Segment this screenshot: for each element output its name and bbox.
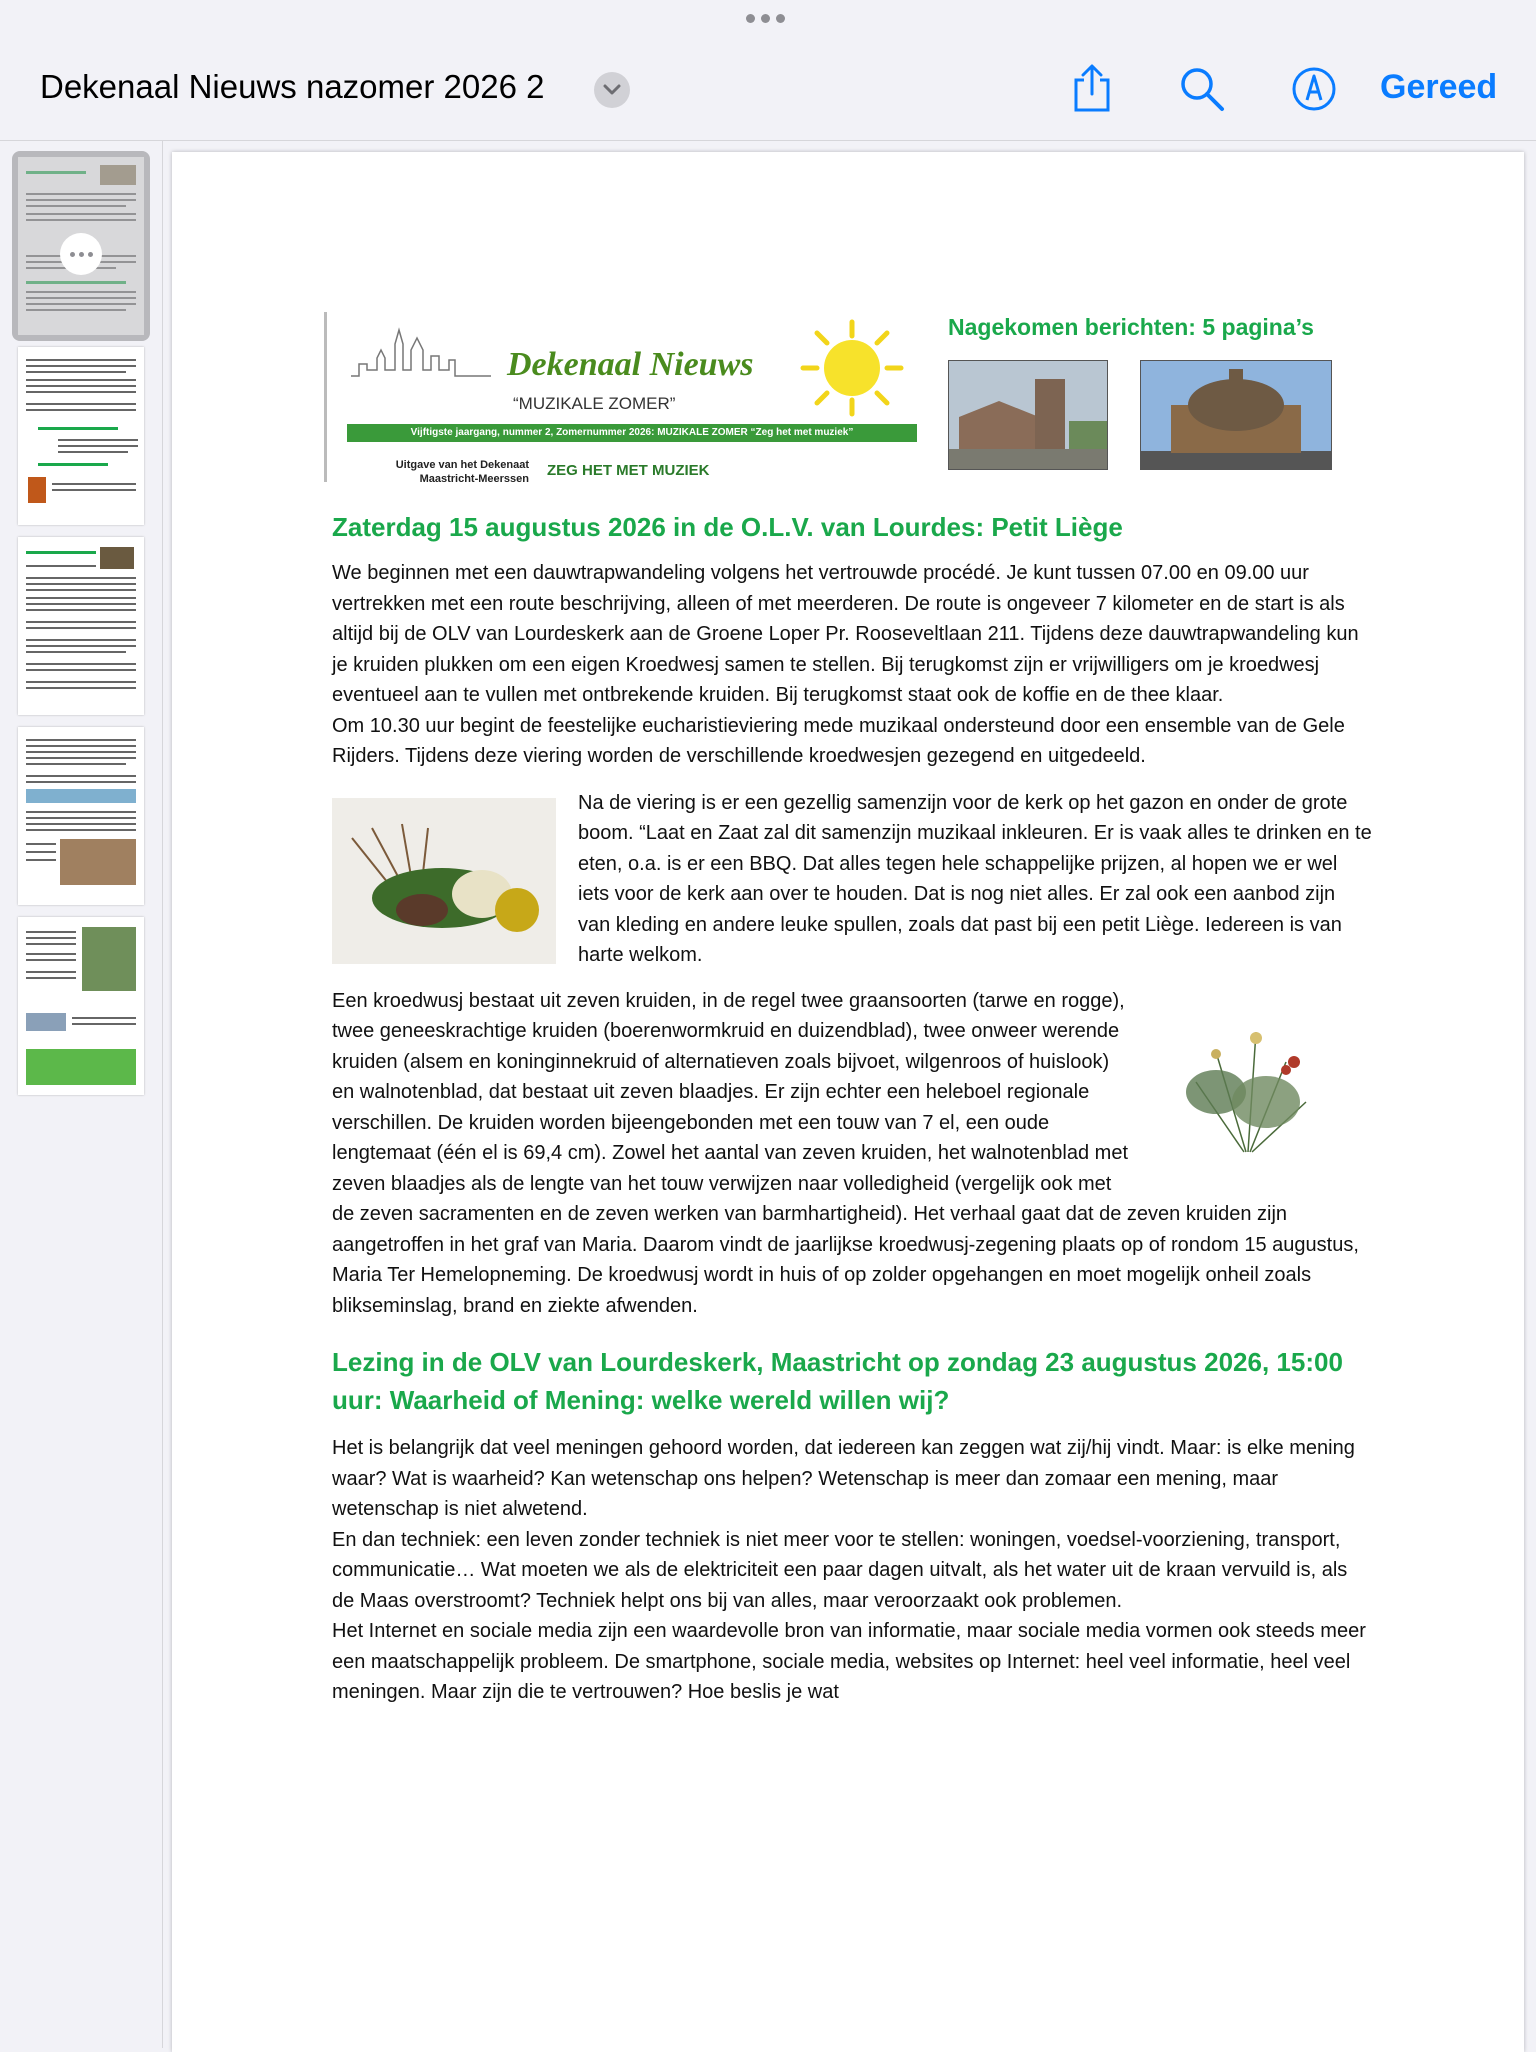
share-icon[interactable] (1068, 64, 1116, 114)
chevron-down-icon[interactable] (594, 72, 630, 108)
masthead-info-bar: Vijftigste jaargang, nummer 2, Zomernummer 2026: MUZIKALE ZOMER “Zeg het met muziek” (347, 424, 917, 442)
article-heading: Lezing in de OLV van Lourdeskerk, Maastricht op zondag 23 augustus 2026, 15:00 uur: Waarheid of Mening: welke wereld willen wij? (332, 1347, 1343, 1415)
masthead-pages-notice: Nagekomen berichten: 5 pagina’s (948, 314, 1314, 340)
markup-icon[interactable] (1290, 64, 1338, 114)
toolbar (0, 0, 1536, 141)
skyline-logo-icon (351, 320, 491, 380)
paragraph: Het Internet en sociale media zijn een waardevolle bron van informatie, maar sociale media vormen ook steeds meer een maatschappelijk probleem. De smartphone, sociale media, websites op Internet: heel veel informatie, heel veel meningen. Maar zijn die te vertrouwen? Hoe beslis je wat (332, 1620, 1366, 1703)
paragraph: Het is belangrijk dat veel meningen gehoord worden, dat iedereen kan zeggen wat zij/hij vindt. Maar: is elke mening waar? Wat is waarheid? Kan wetenschap ons helpen? Wetenschap is meer dan zomaar een mening, maar wetenschap is niet alwetend. (332, 1437, 1355, 1520)
page-thumbnail-3[interactable] (18, 537, 144, 715)
page-thumbnail-1[interactable] (12, 151, 150, 341)
church-photo-1 (948, 360, 1108, 470)
sun-icon (797, 318, 907, 418)
newsletter-masthead (324, 312, 1334, 485)
more-icon[interactable] (746, 14, 785, 23)
paragraph: Na de viering is er een gezellig samenzijn voor de kerk op het gazon en onder de grote boom. “Laat en Zaat zal dit samenzijn muzikaal inkleuren. Er is vaak alles te drinken en te eten, o.a. is er een BBQ. Dat alles tegen hele schappelijke prijzen, al hopen we er wel iets voor de kerk aan over te houden. Dat is nog niet alles. Er zal ook een aanbod zijn van kleding en andere leuke spullen, zoals dat past bij een petit Liège. Iedereen is van harte welkom. (578, 791, 1372, 966)
masthead-title: Dekenaal Nieuws (507, 346, 754, 383)
page-thumbnail-5[interactable] (18, 917, 144, 1095)
page-thumbnail-sidebar (0, 141, 163, 2048)
article-heading: Zaterdag 15 augustus 2026 in de O.L.V. van Lourdes: Petit Liège (332, 512, 1123, 542)
done-button[interactable]: Gereed (1380, 68, 1498, 106)
search-icon[interactable] (1178, 64, 1226, 114)
herb-illustration (1156, 992, 1338, 1162)
herb-bouquet-photo (332, 798, 556, 964)
masthead-publisher: Uitgave van het Dekenaat Maastricht-Meerssen (395, 459, 529, 485)
document-content (332, 508, 1372, 1708)
masthead-subtitle: “MUZIKALE ZOMER” (513, 394, 676, 413)
masthead-banner (324, 312, 927, 485)
church-photo-2 (1140, 360, 1332, 470)
page-thumbnail-4[interactable] (18, 727, 144, 905)
paragraph: We beginnen met een dauwtrapwandeling volgens het vertrouwde procédé. Je kunt tussen 07.00 en 09.00 uur vertrekken met een route beschrijving, alleen of met meerderen. De route is ongeveer 7 kilometer en de start is als altijd bij de OLV van Lourdeskerk aan de Groene Loper Pr. Rooseveltlaan 211. Tijdens deze dauwtrapwandeling kun je kruiden plukken om een eigen Kroedwesj samen te stellen. Bij terugkomst zijn er vrijwilligers om je kroedwesj eventueel aan te vullen met ontbrekende kruiden. Bij terugkomst staat ook de koffie en de thee klaar. (332, 562, 1359, 706)
masthead-slogan: ZEG HET MET MUZIEK (547, 462, 710, 479)
more-icon[interactable] (60, 233, 102, 275)
page-thumbnail-2[interactable] (18, 347, 144, 525)
paragraph: Om 10.30 uur begint de feestelijke eucharistieviering mede muzikaal ondersteund door een ensemble van de Gele Rijders. Tijdens deze viering worden de verschillende kroedwesjen gezegend en uitgedeeld. (332, 714, 1345, 767)
document-title[interactable]: Dekenaal Nieuws nazomer 2026 2 (40, 68, 545, 105)
paragraph: En dan techniek: een leven zonder techniek is niet meer voor te stellen: woningen, voedsel-voorziening, transport, communicatie… Wat moeten we als de elektriciteit een paar dagen uitvalt, als het water uit de kraan vervuild is, als de Maas overstroomt? Techniek helpt ons bij van alles, maar veroorzaakt ook problemen. (332, 1528, 1348, 1612)
paragraph: Een kroedwusj bestaat uit zeven kruiden, in de regel twee graansoorten (tarwe en rogge), twee geneeskrachtige kruiden (boerenwormkruid en duizendblad), twee onweer werende kruiden (alsem en koninginnekruid of alternatieven zoals bijvoet, wilgenroos of huislook) en walnotenblad, dat bestaat uit zeven blaadjes. Er zijn echter een heleboel regionale verschillen. De kruiden worden bijeengebonden met een touw van 7 el, een oude lengtemaat (één el is 69,4 cm). Zowel het aantal van zeven kruiden, het walnotenblad met zeven blaadjes als de lengte van het touw verwijzen naar volledigheid (vergelijk ook met de zeven sacramenten en de zeven werken van barmhartigheid). Het verhaal gaat dat de zeven kruiden zijn aangetroffen in het graf van Maria. Daarom vindt de jaarlijkse kroedwusj-zegening plaats op of rondom 15 augustus, Maria Ter Hemelopneming. De kroedwusj wordt in huis of op zolder opgehangen en moet mogelijk onheil zoals blikseminslag, brand en ziekte afwenden. (332, 989, 1359, 1317)
